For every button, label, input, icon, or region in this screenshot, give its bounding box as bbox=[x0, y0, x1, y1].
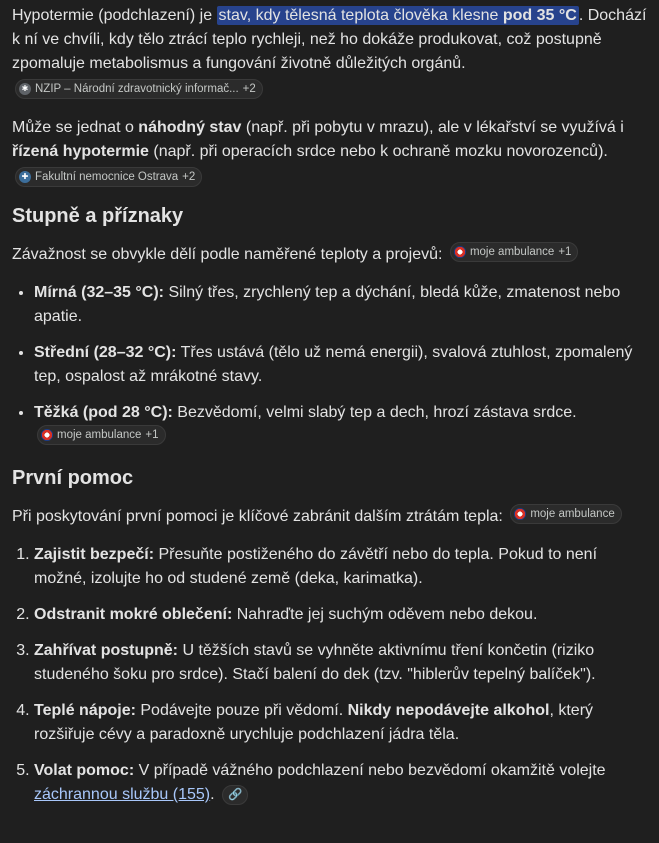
intro-paragraph bbox=[12, 4, 652, 100]
section-heading-first-aid: První pomoc bbox=[12, 467, 134, 489]
item-title: Mírná (32–35 °C): bbox=[34, 284, 164, 301]
source-chip-ambulance[interactable] bbox=[37, 425, 166, 445]
source-label: moje ambulance bbox=[57, 429, 142, 441]
item-title: Střední (28–32 °C): bbox=[34, 344, 177, 361]
para-text: (např. při operacích srdce nebo k ochraně mozku novorozenců). bbox=[148, 143, 608, 160]
list-item bbox=[34, 543, 652, 591]
globe-icon: ✱ bbox=[19, 83, 31, 95]
source-chip-ambulance[interactable] bbox=[510, 504, 621, 524]
source-count: +2 bbox=[182, 171, 196, 183]
section-intro bbox=[12, 504, 652, 529]
hospital-logo-icon: ✚ bbox=[19, 171, 31, 183]
source-label: NZIP – Národní zdravotnický informač... bbox=[35, 83, 239, 95]
source-chip-nzip[interactable] bbox=[15, 79, 263, 99]
ambulance-logo-icon bbox=[454, 246, 466, 258]
item-title: Zahřívat postupně: bbox=[34, 642, 179, 659]
section-intro-text: Při poskytování první pomoci je klíčové zabránit dalším ztrátám tepla: bbox=[12, 508, 503, 525]
item-text: Silný třes, zrychlený tep a dýchání, bledá kůže, zmatenost nebo apatie. bbox=[34, 284, 621, 325]
source-chip-fno[interactable] bbox=[15, 167, 202, 187]
list-item bbox=[34, 341, 652, 389]
source-label: moje ambulance bbox=[469, 246, 555, 258]
ambulance-logo-icon bbox=[514, 508, 526, 520]
first-aid-list bbox=[12, 543, 652, 807]
source-link-chip[interactable] bbox=[222, 785, 248, 805]
list-item bbox=[34, 281, 652, 329]
ambulance-logo-icon bbox=[41, 429, 53, 441]
item-text: Podávejte pouze při vědomí. bbox=[135, 702, 348, 719]
stages-list bbox=[12, 281, 652, 450]
item-warning: Nikdy nepodávejte alkohol bbox=[347, 702, 550, 719]
item-text: Přesuňte postiženého do závětří nebo do tepla. Pokud to není možné, izolujte ho od studené země (deka, karimatka). bbox=[34, 546, 598, 587]
list-item bbox=[34, 699, 652, 747]
source-label: moje ambulance bbox=[530, 508, 615, 520]
link-icon: 🔗 bbox=[228, 789, 243, 801]
item-text: Bezvědomí, velmi slabý tep a dech, hrozí zástava srdce. bbox=[172, 404, 577, 421]
para-text: Může se jednat o bbox=[12, 119, 139, 136]
source-chip-ambulance[interactable] bbox=[450, 242, 579, 262]
para-bold: řízená hypotermie bbox=[12, 143, 149, 160]
list-item bbox=[34, 401, 652, 450]
section-heading-stages: Stupně a příznaky bbox=[12, 205, 184, 227]
item-title: Odstranit mokré oblečení: bbox=[34, 606, 233, 623]
item-text: U těžších stavů se vyhněte aktivnímu tření končetin (riziko studeného šoku pro srdce). Stačí balení do dek (tzv. "hiblerův tepelný balíček"). bbox=[34, 642, 596, 683]
item-title: Těžká (pod 28 °C): bbox=[34, 404, 173, 421]
section-intro bbox=[12, 242, 652, 267]
second-paragraph bbox=[12, 116, 652, 188]
section-intro-text: Závažnost se obvykle dělí podle naměřené teploty a projevů: bbox=[12, 246, 443, 263]
source-count: +1 bbox=[558, 246, 572, 258]
highlight-text: stav, kdy tělesná teplota člověka klesne bbox=[218, 7, 503, 24]
para-bold: náhodný stav bbox=[138, 119, 242, 136]
source-count: +1 bbox=[145, 429, 159, 441]
highlight-bold: pod 35 °C bbox=[502, 7, 577, 24]
item-text: . bbox=[210, 786, 215, 803]
emergency-service-link[interactable]: záchrannou službu (155) bbox=[34, 786, 211, 803]
intro-text: Hypotermie (podchlazení) je bbox=[12, 7, 217, 24]
list-item bbox=[34, 759, 652, 807]
source-label: Fakultní nemocnice Ostrava bbox=[35, 171, 179, 183]
intro-text-cont: . Dochází k ní ve chvíli, kdy tělo ztrácí teplo rychleji, než ho dokáže produkovat, což postupně zpomaluje metabolismus a fungování životně důležitých orgánů. bbox=[12, 7, 647, 72]
item-text: V případě vážného podchlazení nebo bezvědomí okamžitě volejte bbox=[134, 762, 606, 779]
source-count: +2 bbox=[242, 83, 256, 95]
para-text: (např. při pobytu v mrazu), ale v lékařství se využívá i bbox=[241, 119, 624, 136]
item-text: , který rozšiřuje cévy a paradoxně urychluje podchlazení jádra těla. bbox=[34, 702, 594, 743]
item-text: Třes ustává (tělo už nemá energii), svalová ztuhlost, zpomalený tep, ospalost až mrákotné stavy. bbox=[34, 344, 633, 385]
item-title: Volat pomoc: bbox=[34, 762, 135, 779]
item-title: Teplé nápoje: bbox=[34, 702, 136, 719]
highlighted-definition bbox=[217, 6, 579, 25]
item-text: Nahraďte jej suchým oděvem nebo dekou. bbox=[232, 606, 538, 623]
item-title: Zajistit bezpečí: bbox=[34, 546, 155, 563]
list-item bbox=[34, 603, 652, 627]
list-item bbox=[34, 639, 652, 687]
